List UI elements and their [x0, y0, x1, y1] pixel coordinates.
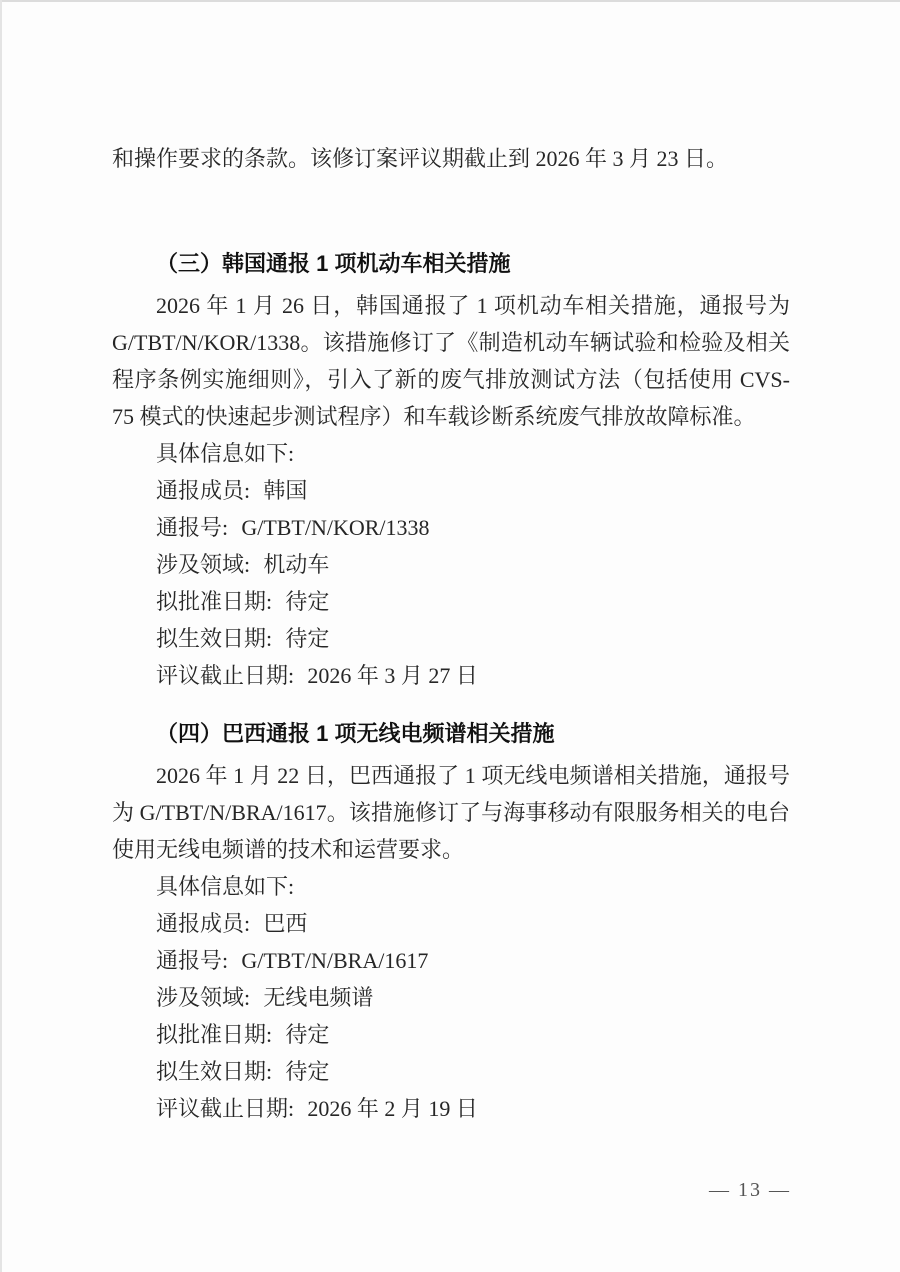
detail-line-adoption-date [112, 1016, 790, 1053]
detail-line-entry-into-force-date [112, 620, 790, 657]
detail-line-field [112, 979, 790, 1016]
detail-line-notification-number [112, 509, 790, 546]
section-paragraph-korea: 2026 年 1 月 26 日，韩国通报了 1 项机动车相关措施，通报号为 G/TBT/N/KOR/1338。该措施修订了《制造机动车辆试验和检验及相关程序条例实施细则》，引入了新的废气排放测试方法（包括使用 CVS-75 模式的快速起步测试程序）和车载诊断系统废气排放故障标准。 [112, 293, 790, 429]
detail-label: 涉及领域: [156, 552, 251, 577]
section-brazil [112, 715, 790, 1127]
detail-label: 通报成员: [156, 478, 251, 503]
detail-label: 拟生效日期: [156, 626, 273, 651]
page-number: — 13 — [709, 1179, 791, 1201]
detail-value: G/TBT/N/KOR/1338 [241, 515, 430, 540]
detail-line-comment-deadline [112, 1090, 790, 1127]
detail-line-adoption-date [112, 583, 790, 620]
detail-label: 涉及领域: [156, 985, 251, 1010]
document-content [112, 140, 790, 1127]
detail-value: 机动车 [263, 552, 330, 577]
intro-paragraph: 和操作要求的条款。该修订案评议期截止到 2026 年 3 月 23 日。 [112, 146, 729, 171]
detail-line-notifying-member [112, 472, 790, 509]
detail-value: 巴西 [263, 911, 308, 936]
detail-label: 通报号: [156, 515, 229, 540]
detail-line-notifying-member [112, 905, 790, 942]
detail-value: 无线电频谱 [263, 985, 374, 1010]
detail-line-field [112, 546, 790, 583]
details-intro-korea: 具体信息如下: [156, 441, 295, 466]
details-intro-brazil: 具体信息如下: [156, 874, 295, 899]
detail-line-notification-number [112, 942, 790, 979]
detail-value: 待定 [285, 1059, 330, 1084]
detail-label: 通报成员: [156, 911, 251, 936]
section-heading-korea: （三）韩国通报 1 项机动车相关措施 [156, 251, 511, 276]
section-paragraph-brazil: 2026 年 1 月 22 日，巴西通报了 1 项无线电频谱相关措施，通报号为 G/TBT/N/BRA/1617。该措施修订了与海事移动有限服务相关的电台使用无线电频谱的技术和运营要求。 [112, 763, 790, 862]
scan-edge-left [0, 0, 2, 1272]
detail-label: 评议截止日期: [156, 663, 295, 688]
detail-line-entry-into-force-date [112, 1053, 790, 1090]
detail-label: 拟批准日期: [156, 589, 273, 614]
detail-label: 拟生效日期: [156, 1059, 273, 1084]
detail-label: 评议截止日期: [156, 1096, 295, 1121]
detail-value: 2026 年 3 月 27 日 [307, 663, 478, 688]
detail-value: 待定 [285, 1022, 330, 1047]
detail-label: 拟批准日期: [156, 1022, 273, 1047]
detail-value: 韩国 [263, 478, 308, 503]
detail-value: 待定 [285, 626, 330, 651]
section-heading-brazil: （四）巴西通报 1 项无线电频谱相关措施 [156, 721, 555, 746]
detail-line-comment-deadline [112, 657, 790, 694]
detail-label: 通报号: [156, 948, 229, 973]
section-korea [112, 245, 790, 694]
detail-value: G/TBT/N/BRA/1617 [241, 948, 429, 973]
detail-value: 2026 年 2 月 19 日 [307, 1096, 478, 1121]
scan-edge-top [0, 0, 900, 2]
detail-value: 待定 [285, 589, 330, 614]
